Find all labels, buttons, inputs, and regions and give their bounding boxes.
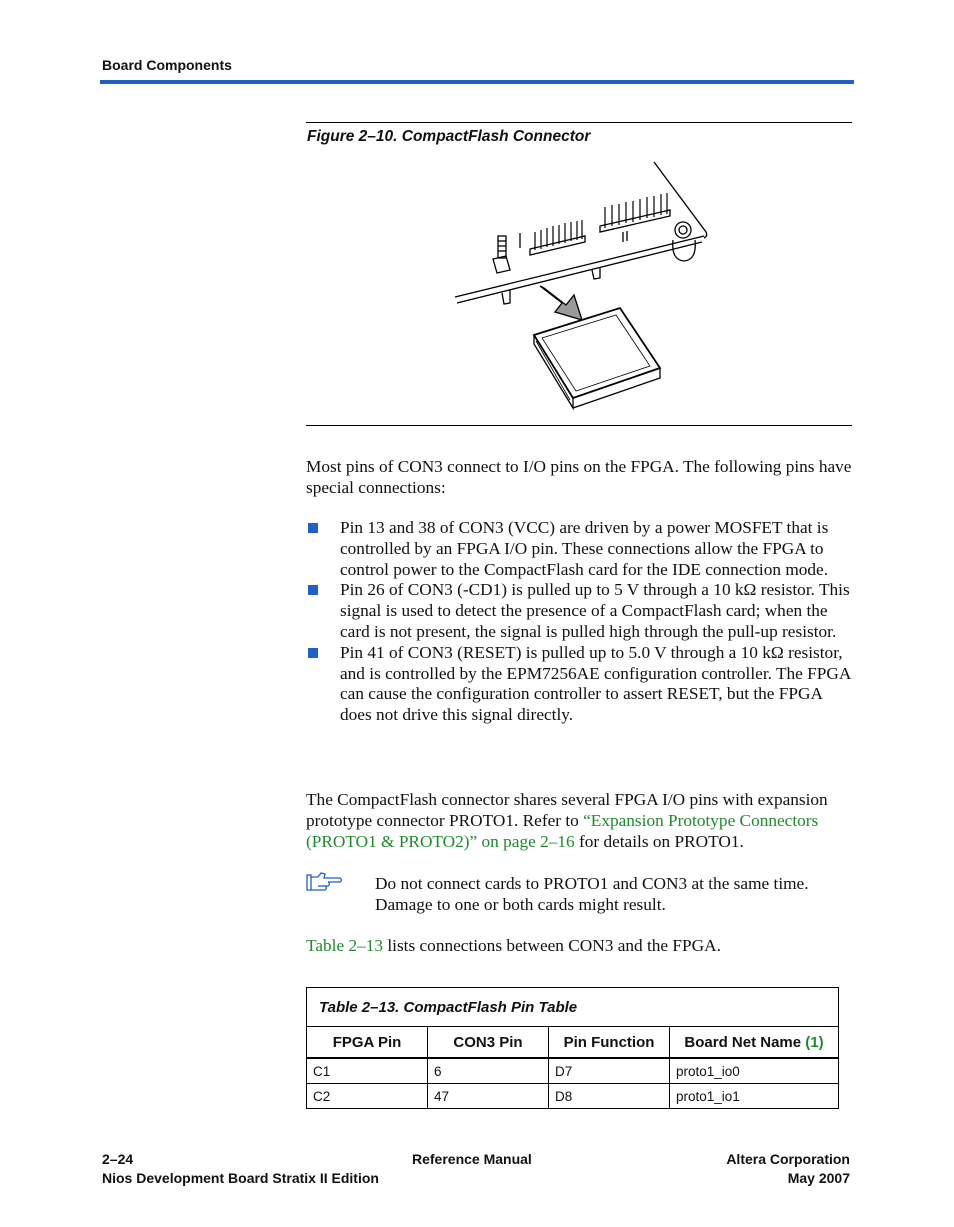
intro-paragraph: Most pins of CON3 connect to I/O pins on the FPGA. The following pins have special connections:	[306, 457, 852, 497]
column-header: FPGA Pin	[307, 1027, 428, 1059]
running-header: Board Components	[102, 57, 232, 73]
table-title: Table 2–13. CompactFlash Pin Table	[307, 988, 839, 1027]
bullet-square-icon	[308, 648, 318, 658]
bullet-square-icon	[308, 523, 318, 533]
table-row	[307, 1058, 839, 1084]
bullet-square-icon	[308, 585, 318, 595]
table-cell: proto1_io0	[670, 1058, 839, 1084]
table-2-13-link[interactable]: Table 2–13	[306, 936, 384, 955]
table-cell: proto1_io1	[670, 1084, 839, 1109]
note-text: Do not connect cards to PROTO1 and CON3 at the same time. Damage to one or both cards might result.	[375, 874, 809, 914]
footnote-link[interactable]: (1)	[805, 1033, 824, 1051]
column-header: CON3 Pin	[428, 1027, 549, 1059]
table-cell: D8	[549, 1084, 670, 1109]
figure-rule-top	[306, 122, 852, 123]
header-rule	[100, 80, 854, 84]
table-reference-paragraph: Table 2–13 lists connections between CON3 and the FPGA.	[306, 936, 721, 955]
table-cell: C1	[307, 1058, 428, 1084]
table-row	[307, 1084, 839, 1109]
company-name: Altera Corporation	[726, 1151, 850, 1167]
table-cell: 47	[428, 1084, 549, 1109]
compactflash-connector-illustration	[440, 160, 720, 415]
list-item: Pin 13 and 38 of CON3 (VCC) are driven by a power MOSFET that is controlled by an FPGA I/O pin. These connections allow the FPGA to control power to the CompactFlash card for the IDE connection mode.	[306, 518, 854, 580]
figure-caption: Figure 2–10. CompactFlash Connector	[307, 128, 591, 145]
pointing-hand-icon	[306, 872, 344, 894]
column-header: Pin Function	[549, 1027, 670, 1059]
list-item: Pin 26 of CON3 (-CD1) is pulled up to 5 V through a 10 kΩ resistor. This signal is used to detect the presence of a CompactFlash card; when the card is not present, the signal is pulled high through the pull-up resistor.	[306, 580, 854, 642]
figure-rule-bottom	[306, 425, 852, 426]
special-connections-list	[306, 518, 854, 726]
page-number: 2–24	[102, 1151, 134, 1167]
document-type: Reference Manual	[412, 1151, 532, 1167]
compactflash-pin-table	[306, 987, 839, 1109]
edition-name: Nios Development Board Stratix II Edition	[102, 1170, 379, 1186]
list-item: Pin 41 of CON3 (RESET) is pulled up to 5.0 V through a 10 kΩ resistor, and is controlled by the EPM7256AE configuration controller. The FPGA can cause the configuration controller to assert RESET, but the FPGA does not drive this signal directly.	[306, 643, 854, 726]
table-cell: C2	[307, 1084, 428, 1109]
publication-date: May 2007	[787, 1170, 850, 1186]
shared-pins-paragraph: The CompactFlash connector shares several FPGA I/O pins with expansion prototype connector PROTO1. Refer to “Expansion Prototype Connectors (PROTO1 & PROTO2)” on page 2–16 for details on PROTO1.	[306, 790, 828, 851]
column-header: Board Net Name (1)	[670, 1027, 839, 1059]
table-cell: D7	[549, 1058, 670, 1084]
table-cell: 6	[428, 1058, 549, 1084]
expansion-prototype-link[interactable]: “Expansion Prototype Connectors (PROTO1 & PROTO2)” on page 2–16	[306, 811, 819, 851]
